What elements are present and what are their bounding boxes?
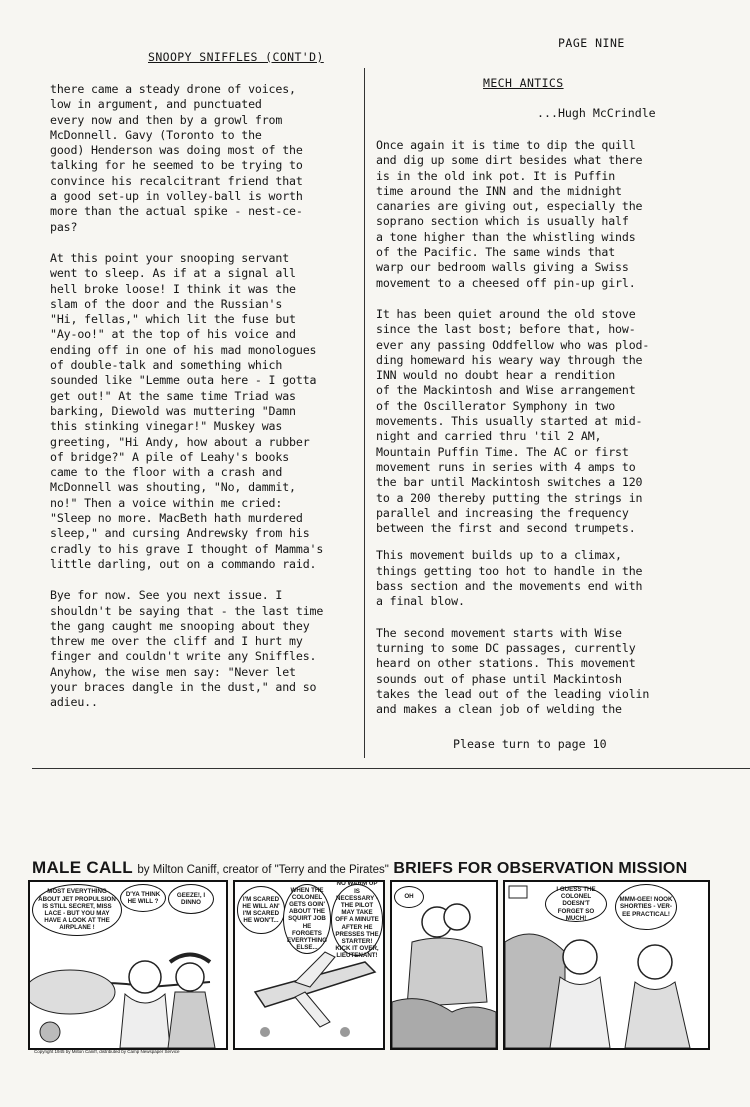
comic-panel-1 <box>28 880 228 1050</box>
speech-bubble: WHEN THE COLONEL GETS GOIN' ABOUT THE SQUIRT JOB HE FORGETS EVERYTHING ELSE... <box>283 884 331 954</box>
comic-panels <box>28 880 710 1050</box>
speech-bubble: NO WARM UP IS NECESSARY - THE PILOT MAY TAKE OFF A MINUTE AFTER HE PRESSES THE STARTER! KICK IT OVER, LIEUTENANT! <box>331 884 383 956</box>
speech-bubble: I'M SCARED HE WILL AN' I'M SCARED HE WON'T... <box>237 886 285 934</box>
right-paragraph: The second movement starts with Wise turning to some DC passages, currently heard on other stations. This movement sounds out of phase until Mackintosh takes the lead out of the leading violin and makes a clean job of welding the <box>376 625 650 717</box>
speech-bubble: D'YA THINK HE WILL ? <box>120 884 166 912</box>
comic-panel-2 <box>233 880 385 1050</box>
page-number: PAGE NINE <box>558 36 625 50</box>
speech-bubble: OH <box>394 886 424 908</box>
right-paragraph: Once again it is time to dip the quill and dig up some dirt besides what there is in the old ink pot. It is Puffin time around the INN and the midnight canaries are giving out, especially the soprano section which is usually half a tone higher than the whistling winds of the Pacific. The same winds that warp our bedroom walls giving a Swiss movement to a cheesed off pin-up girl. <box>376 138 643 290</box>
right-paragraph: This movement builds up to a climax, things getting too hot to handle in the bass section and the movements end with a final blow. <box>376 548 643 609</box>
left-paragraph: there came a steady drone of voices, low in argument, and punctuated every now and then by a growl from McDonnell. Gavy (Toronto to the good) Henderson was doing most of the talking for he seemed to be trying to convince his recalcitrant friend that a good set-up in volley-ball is worth more than the actual spike - nest-ce- pas? <box>50 82 303 234</box>
byline: ...Hugh McCrindle <box>537 106 656 120</box>
comic-title-bar <box>32 858 687 878</box>
right-paragraph: It has been quiet around the old stove since the last bost; before that, how- ever any passing Oddfellow who was plod- ding homeward his weary way through the INN would no doubt hear a rendition of the Mackintosh and Wise arrangement of the Oscillerator Symphony in two movements. This usually started at mid- night and carried thru 'til 2 AM, Mountain Puffin Time. The AC or first movement runs in series with 4 amps to the bar until Mackintosh switches a 120 to a 200 thereby putting the strings in parallel and increasing the frequency between the first and second trumpets. <box>376 306 650 536</box>
comic-title: MALE CALL <box>32 858 133 877</box>
right-column <box>376 138 681 733</box>
column-divider <box>364 68 365 758</box>
continuation-note: Please turn to page 10 <box>453 737 607 751</box>
comic-panel-3 <box>390 880 498 1050</box>
speech-bubble: MMM-GEE! NOOK SHORTIES - VER-EE PRACTICAL! <box>615 884 677 930</box>
speech-bubble: GEEZE!, I DINNO <box>168 884 214 914</box>
section-divider <box>32 768 750 769</box>
left-column-heading: SNOOPY SNIFFLES (CONT'D) <box>148 50 324 64</box>
left-column <box>50 82 350 727</box>
left-paragraph: Bye for now. See you next issue. I shouldn't be saying that - the last time the gang caught me snooping about they threw me over the cliff and I hurt my finger and couldn't write any Sniffles. Anyhow, the wise men say: "Never let your braces dangle in the dust," and so adieu.. <box>50 588 324 710</box>
right-column-heading: MECH ANTICS <box>483 76 564 90</box>
speech-bubble: I GUESS THE COLONEL DOESN'T FORGET SO MUCH! <box>545 886 607 922</box>
comic-copyright: Copyright 1945 by Milton Caniff, distributed by Camp Newspaper Service <box>34 1049 180 1054</box>
comic-strip <box>28 858 710 1058</box>
comic-strip-title: BRIEFS FOR OBSERVATION MISSION <box>393 860 688 877</box>
left-paragraph: At this point your snooping servant went to sleep. As if at a signal all hell broke loose! I think it was the slam of the door and the Russian's "Hi, fellas," which lit the fuse but "Ay-oo!" at the top of his voice and ending off in one of his mad monologues of double-talk and something which sounded like "Lemme outa here - I gotta get out!" At the same time Triad was barking, Diewold was muttering "Damn this stinking vinegar!" Muskey was greeting, "Hi Andy, how about a rubber of bridge?" A pile of Leahy's books came to the floor with a crash and McDonnell was shouting, "No, dammit, no!" Then a voice within me cried: "Sleep no more. MacBeth hath murdered sleep," and cursing Andrewsky from his cradly to his grave I thought of Mamma's little darling, out on a commando raid. <box>50 250 324 571</box>
speech-bubble: MOST EVERYTHING ABOUT JET PROPULSION IS STILL SECRET, MISS LACE - BUT YOU MAY HAVE A LOOK AT THE AIRPLANE ! <box>32 884 122 936</box>
comic-byline: by Milton Caniff, creator of "Terry and the Pirates" <box>137 864 389 876</box>
comic-panel-4 <box>503 880 710 1050</box>
